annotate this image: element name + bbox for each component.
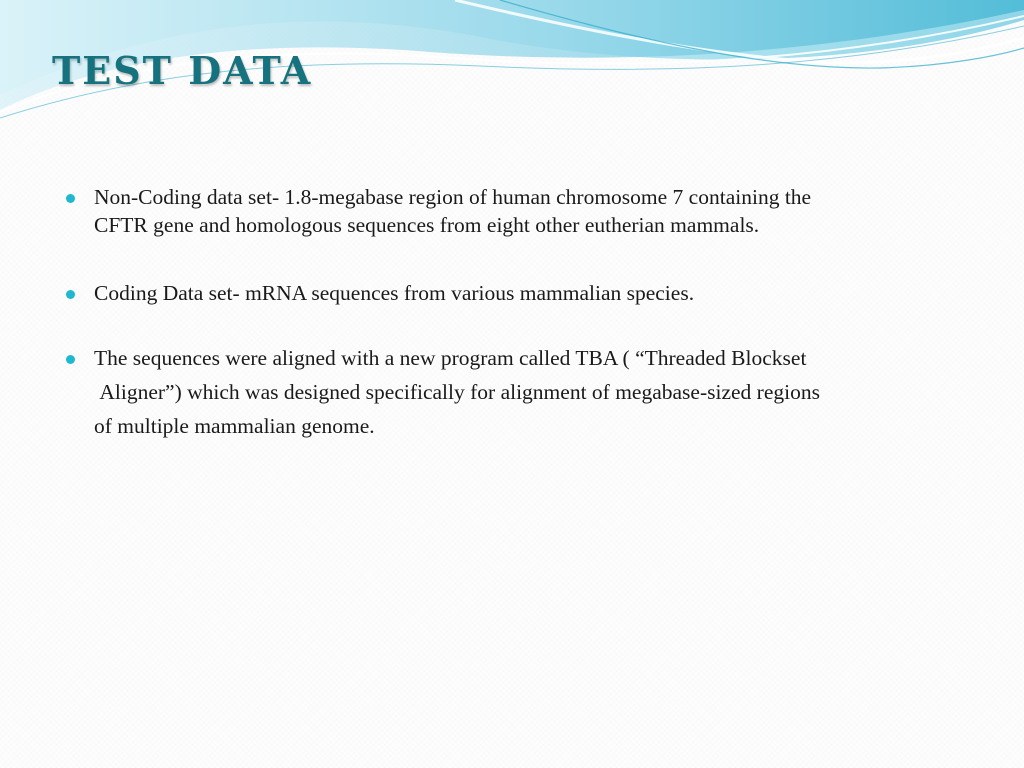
bullet-text-line: Non-Coding data set- 1.8-megabase region of human chromosome 7 containing the (94, 185, 812, 209)
bullet-text-line: CFTR gene and homologous sequences from eight other eutherian mammals. (94, 213, 760, 237)
bullet-item-noncoding (60, 183, 960, 239)
bullet-dot-icon (66, 194, 75, 203)
bullet-text-line: Coding Data set- mRNA sequences from various mammalian species. (94, 281, 695, 305)
bullet-text-line: The sequences were aligned with a new program called TBA ( “Threaded Blockset (94, 346, 807, 370)
bullet-item-alignment (60, 341, 960, 443)
bullet-dot-icon (66, 355, 75, 364)
slide-title: TEST DATA (52, 48, 313, 93)
bullet-list (60, 183, 960, 443)
bullet-text-line: Aligner”) which was designed specifically for alignment of megabase-sized regions (94, 380, 820, 404)
bullet-dot-icon (66, 290, 75, 299)
bullet-item-coding (60, 279, 960, 307)
bullet-text-line: of multiple mammalian genome. (94, 414, 375, 438)
